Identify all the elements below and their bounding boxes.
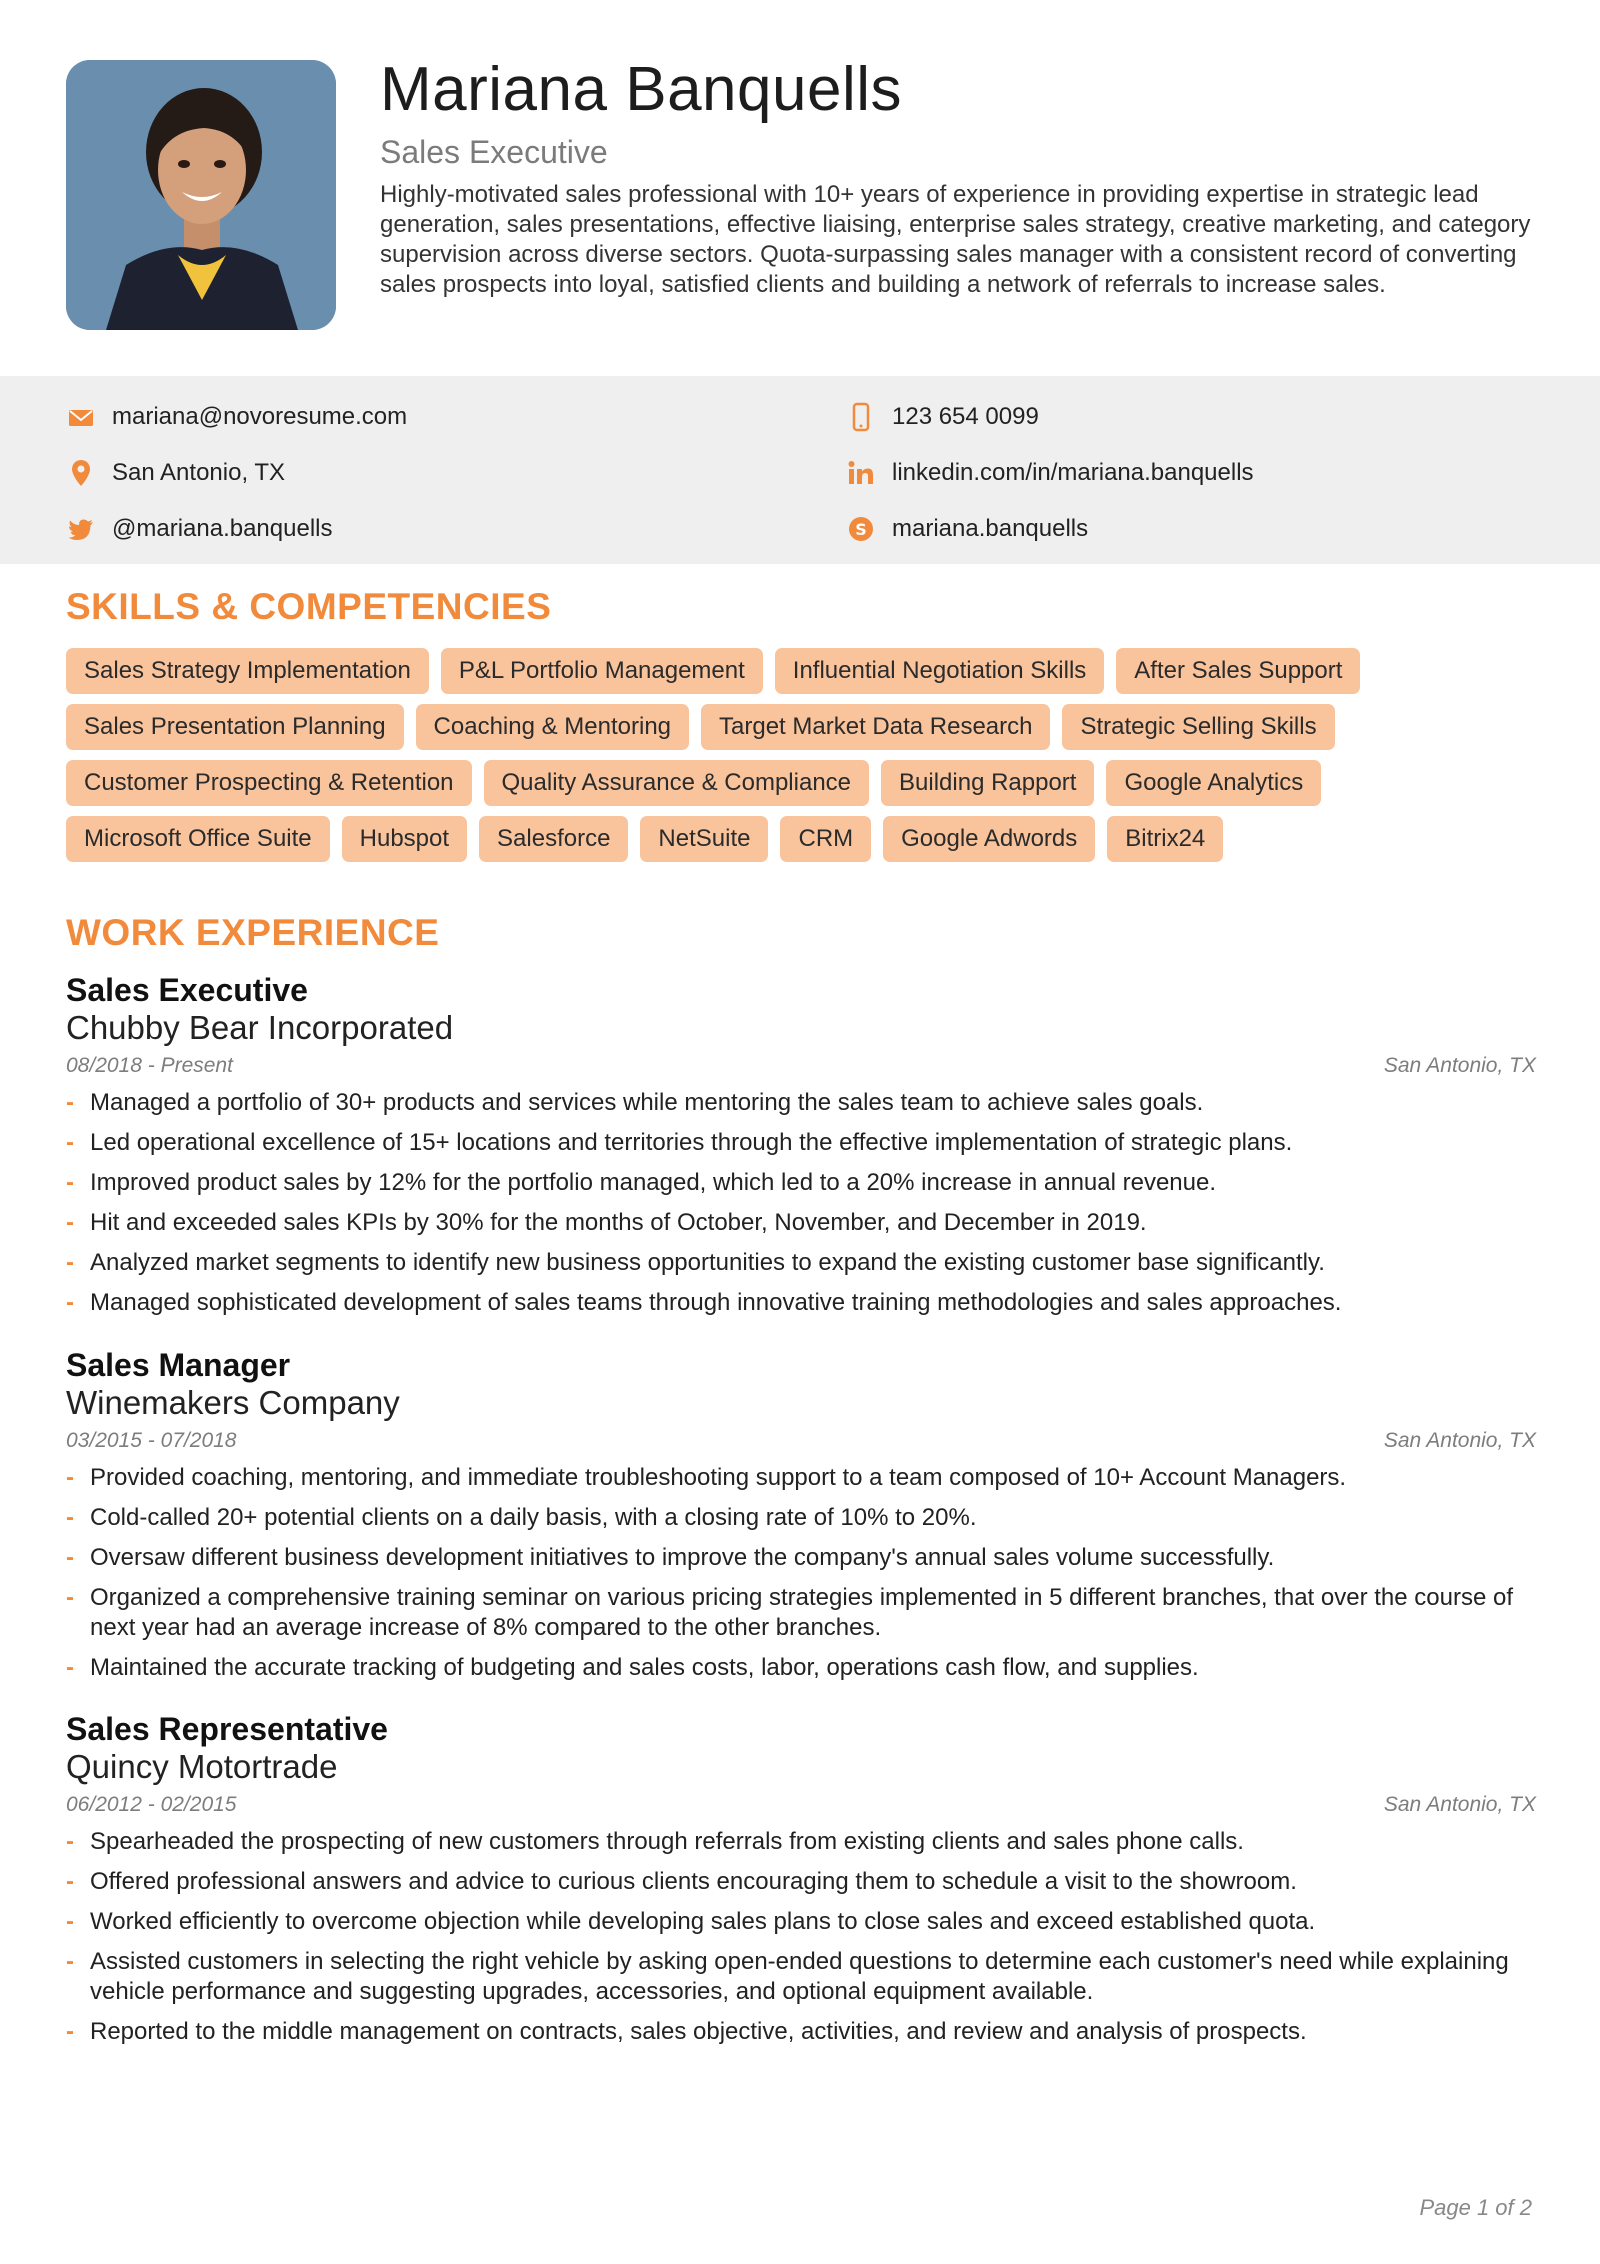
- job-bullet-text: Managed sophisticated development of sales teams through innovative training methodologies and sales approaches.: [90, 1289, 1342, 1316]
- job-location: San Antonio, TX: [1383, 1429, 1536, 1452]
- job-bullet-text: Spearheaded the prospecting of new customers through referrals from existing clients and sales phone calls.: [90, 1828, 1244, 1855]
- experience-section-title: WORK EXPERIENCE: [66, 912, 440, 953]
- bullet-dash-icon: -: [66, 1249, 74, 1276]
- skill-tag: Microsoft Office Suite: [66, 816, 330, 862]
- skill-row: [66, 704, 1546, 750]
- page-number: Page 1 of 2: [1419, 2195, 1532, 2220]
- bullet-dash-icon: -: [66, 1169, 74, 1196]
- bullet-dash-icon: -: [66, 1464, 74, 1491]
- skills-section-title: SKILLS & COMPETENCIES: [66, 586, 552, 627]
- job-bullet: [66, 1907, 1536, 1937]
- job-entry: [66, 1711, 1536, 2057]
- contact-skype[interactable]: [846, 514, 1088, 544]
- job-bullet: [66, 1503, 1536, 1533]
- skill-tag: Bitrix24: [1107, 816, 1223, 862]
- job-bullet: [66, 1088, 1536, 1118]
- skill-tag: Quality Assurance & Compliance: [484, 760, 870, 806]
- contact-linkedin[interactable]: [846, 458, 1254, 488]
- svg-text:S: S: [855, 520, 867, 539]
- candidate-name: Mariana Banquells: [380, 55, 903, 124]
- location-pin-icon: [66, 458, 96, 488]
- job-bullet-text: Organized a comprehensive training seminar on various pricing strategies implemented in 5 different branches, that over the course of next year had an average increase of 8% compared to the other branches.: [90, 1584, 1513, 1641]
- job-bullet-text: Led operational excellence of 15+ locations and territories through the effective implementation of strategic plans.: [90, 1129, 1293, 1156]
- job-bullet: [66, 2017, 1536, 2047]
- location-text: San Antonio, TX: [112, 459, 286, 486]
- job-bullet: [66, 1653, 1536, 1683]
- job-bullet-text: Assisted customers in selecting the right vehicle by asking open-ended questions to determine each customer's need while explaining vehicle performance and suggesting upgrades, accessories, and optional equipment available.: [90, 1948, 1509, 2005]
- skill-tag: NetSuite: [640, 816, 768, 862]
- job-bullet-text: Oversaw different business development initiatives to improve the company's annual sales volume successfully.: [90, 1544, 1275, 1571]
- skill-tag: P&L Portfolio Management: [441, 648, 763, 694]
- skill-tag: CRM: [780, 816, 871, 862]
- job-bullet-text: Reported to the middle management on contracts, sales objective, activities, and review and analysis of prospects.: [90, 2018, 1307, 2045]
- skills-tag-list: [66, 648, 1546, 872]
- job-bullets: [66, 1827, 1536, 2047]
- bullet-dash-icon: -: [66, 1504, 74, 1531]
- job-dates: 08/2018 - Present: [66, 1054, 233, 1077]
- twitter-icon: [66, 514, 96, 544]
- job-bullet: [66, 1128, 1536, 1158]
- envelope-icon: [66, 402, 96, 432]
- job-bullets: [66, 1463, 1536, 1683]
- skill-tag: Customer Prospecting & Retention: [66, 760, 472, 806]
- job-role: Sales Representative: [66, 1711, 388, 1747]
- skill-tag: Strategic Selling Skills: [1062, 704, 1334, 750]
- job-bullet: [66, 1543, 1536, 1573]
- job-bullet: [66, 1827, 1536, 1857]
- job-bullet: [66, 1208, 1536, 1238]
- job-entry: [66, 1347, 1536, 1693]
- phone-text: 123 654 0099: [892, 403, 1039, 430]
- bullet-dash-icon: -: [66, 1209, 74, 1236]
- contact-twitter[interactable]: [66, 514, 333, 544]
- job-bullet: [66, 1867, 1536, 1897]
- job-bullet-text: Managed a portfolio of 30+ products and services while mentoring the sales team to achieve sales goals.: [90, 1089, 1204, 1116]
- job-company: Chubby Bear Incorporated: [66, 1009, 454, 1046]
- job-bullet: [66, 1168, 1536, 1198]
- contact-location: [66, 458, 285, 488]
- skill-row: [66, 648, 1546, 694]
- candidate-title: Sales Executive: [380, 134, 608, 170]
- skill-tag: Google Analytics: [1106, 760, 1321, 806]
- job-bullet-text: Offered professional answers and advice to curious clients encouraging them to schedule a visit to the showroom.: [90, 1868, 1297, 1895]
- bullet-dash-icon: -: [66, 1654, 74, 1681]
- skill-tag: Sales Strategy Implementation: [66, 648, 429, 694]
- contact-email[interactable]: [66, 402, 407, 432]
- linkedin-text: linkedin.com/in/mariana.banquells: [892, 459, 1254, 486]
- resume-header: [66, 55, 1536, 330]
- job-dates: 03/2015 - 07/2018: [66, 1429, 237, 1452]
- job-bullet-text: Cold-called 20+ potential clients on a daily basis, with a closing rate of 10% to 20%.: [90, 1504, 977, 1531]
- skill-tag: Hubspot: [342, 816, 467, 862]
- contact-phone[interactable]: [846, 402, 1039, 432]
- job-entry: [66, 972, 1536, 1328]
- job-bullets: [66, 1088, 1536, 1318]
- profile-photo-illustration: [66, 60, 336, 330]
- job-role: Sales Executive: [66, 972, 308, 1008]
- job-bullet: [66, 1248, 1536, 1278]
- bullet-dash-icon: -: [66, 1948, 74, 1975]
- bullet-dash-icon: -: [66, 1089, 74, 1116]
- skill-row: [66, 760, 1546, 806]
- summary-paragraph: Highly-motivated sales professional with 10+ years of experience in providing expertise in strategic lead generation, sales presentations, effective liaising, enterprise sales strategy, creative marketing, and category supervision across diverse sectors. Quota-surpassing sales manager with a consistent record of converting sales prospects into loyal, satisfied clients and building a network of referrals to increase sales.: [380, 181, 1531, 298]
- skill-tag: Google Adwords: [883, 816, 1095, 862]
- skill-tag: Influential Negotiation Skills: [775, 648, 1105, 694]
- profile-photo: [66, 60, 336, 330]
- job-bullet-text: Improved product sales by 12% for the portfolio managed, which led to a 20% increase in annual revenue.: [90, 1169, 1217, 1196]
- job-meta: [66, 1793, 1536, 1823]
- job-bullet: [66, 1583, 1536, 1643]
- bullet-dash-icon: -: [66, 1289, 74, 1316]
- job-company: Quincy Motortrade: [66, 1748, 338, 1785]
- skill-row: [66, 816, 1546, 862]
- bullet-dash-icon: -: [66, 1129, 74, 1156]
- phone-icon: [846, 402, 876, 432]
- job-location: San Antonio, TX: [1383, 1793, 1536, 1816]
- skill-tag: Target Market Data Research: [701, 704, 1050, 750]
- skype-text: mariana.banquells: [892, 515, 1089, 542]
- job-dates: 06/2012 - 02/2015: [66, 1793, 237, 1816]
- skill-tag: Coaching & Mentoring: [416, 704, 689, 750]
- linkedin-icon: [846, 458, 876, 488]
- job-bullet-text: Provided coaching, mentoring, and immediate troubleshooting support to a team composed of 10+ Account Managers.: [90, 1464, 1347, 1491]
- twitter-text: @mariana.banquells: [112, 515, 333, 542]
- skill-tag: After Sales Support: [1116, 648, 1360, 694]
- job-meta: [66, 1054, 1536, 1084]
- job-bullet-text: Hit and exceeded sales KPIs by 30% for the months of October, November, and December in 2019.: [90, 1209, 1147, 1236]
- bullet-dash-icon: -: [66, 1908, 74, 1935]
- job-role: Sales Manager: [66, 1347, 291, 1383]
- contact-bar: [0, 376, 1600, 564]
- bullet-dash-icon: -: [66, 2018, 74, 2045]
- job-location: San Antonio, TX: [1383, 1054, 1536, 1077]
- job-bullet-text: Maintained the accurate tracking of budgeting and sales costs, labor, operations cash flow, and supplies.: [90, 1654, 1199, 1681]
- bullet-dash-icon: -: [66, 1868, 74, 1895]
- job-meta: [66, 1429, 1536, 1459]
- job-bullet: [66, 1947, 1536, 2007]
- skill-tag: Sales Presentation Planning: [66, 704, 404, 750]
- job-bullet-text: Worked efficiently to overcome objection while developing sales plans to close sales and exceed established quota.: [90, 1908, 1316, 1935]
- job-bullet-text: Analyzed market segments to identify new business opportunities to expand the existing customer base significantly.: [90, 1249, 1325, 1276]
- bullet-dash-icon: -: [66, 1584, 74, 1611]
- email-text: mariana@novoresume.com: [112, 403, 408, 430]
- skill-tag: Building Rapport: [881, 760, 1094, 806]
- job-bullet: [66, 1463, 1536, 1493]
- bullet-dash-icon: -: [66, 1828, 74, 1855]
- job-company: Winemakers Company: [66, 1384, 400, 1421]
- skill-tag: Salesforce: [479, 816, 628, 862]
- job-bullet: [66, 1288, 1536, 1318]
- bullet-dash-icon: -: [66, 1544, 74, 1571]
- skype-icon: [846, 514, 876, 544]
